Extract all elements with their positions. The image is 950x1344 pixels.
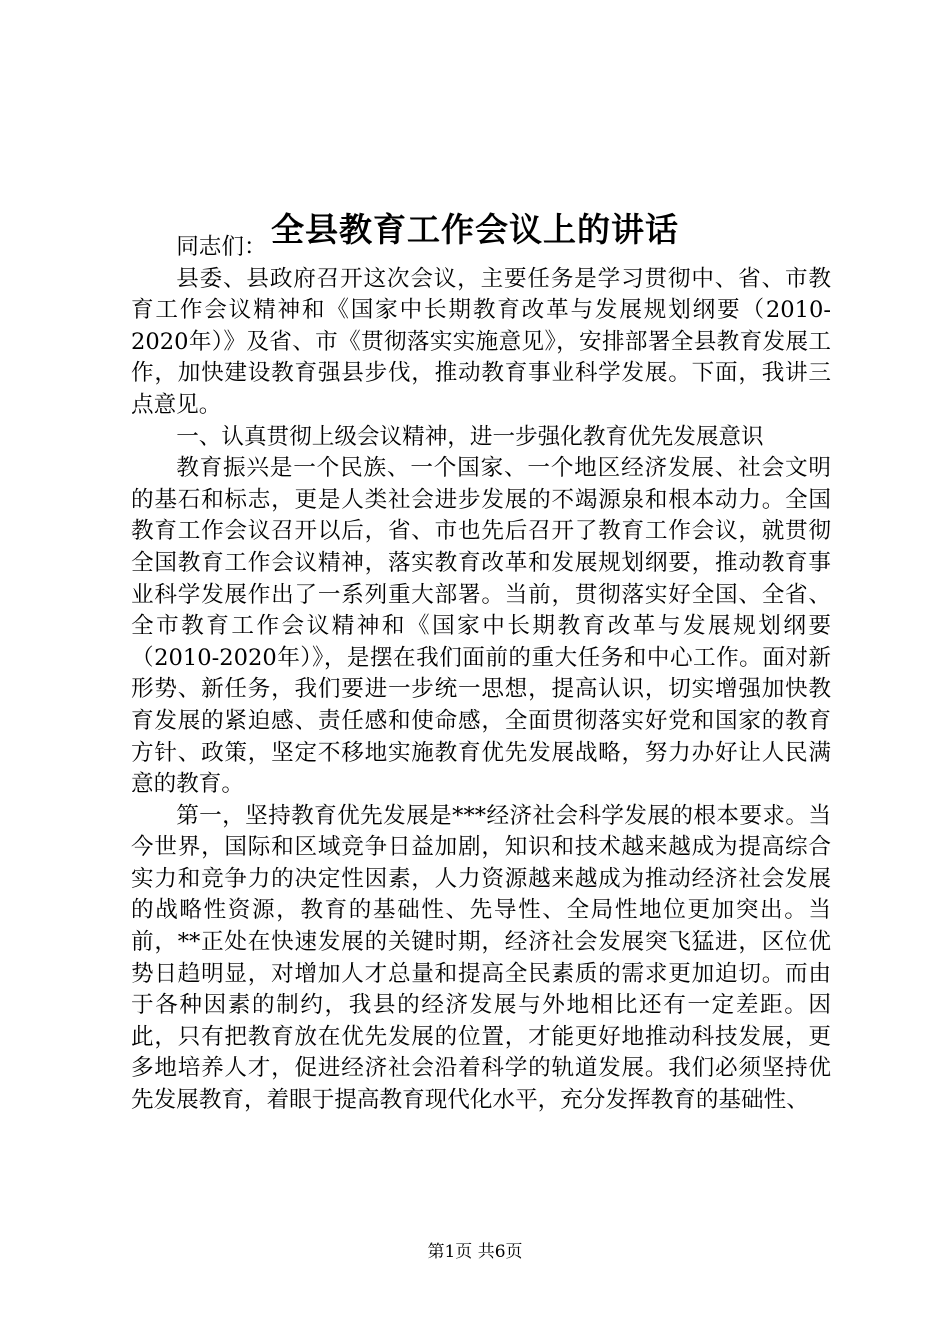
salutation: 同志们： [176,234,267,260]
paragraph-first-point: 第一，坚持教育优先发展是***经济社会科学发展的根本要求。当今世界，国际和区域竞争日益加剧，知识和技术越来越成为提高综合实力和竞争力的决定性因素，人力资源越来越成为推动经济社会发展的战略性资源，教育的基础性、先导性、全局性地位更加突出。当前，**正处在快速发展的关键时期，经济社会发展突飞猛进，区位优势日趋明显，对增加人才总量和提高全民素质的需求更加迫切。而由于各种因素的制约，我县的经济发展与外地相比还有一定差距。因此，只有把教育放在优先发展的位置，才能更好地推动科技发展，更多地培养人才，促进经济社会沿着科学的轨道发展。我们必须坚持优先发展教育，着眼于提高教育现代化水平，充分发挥教育的基础性、 [131,802,831,1114]
paragraph-intro: 县委、县政府召开这次会议，主要任务是学习贯彻中、省、市教育工作会议精神和《国家中长期教育改革与发展规划纲要（2010-2020年）》及省、市《贯彻落实实施意见》，安排部署全县教育发展工作，加快建设教育强县步伐，推动教育事业科学发展。下面，我讲三点意见。 [131,265,831,418]
document-body [131,232,831,1117]
section-heading-1: 一、认真贯彻上级会议精神，进一步强化教育优先发展意识 [176,423,764,450]
page-footer: 第1页 共6页 [427,1242,523,1262]
document-title: 全县教育工作会议上的讲话 [271,210,679,250]
paragraph-education-revival: 教育振兴是一个民族、一个国家、一个地区经济发展、社会文明的基石和标志，更是人类社会进步发展的不竭源泉和根本动力。全国教育工作会议召开以后，省、市也先后召开了教育工作会议，就贯彻全国教育工作会议精神，落实教育改革和发展规划纲要，推动教育事业科学发展作出了一系列重大部署。当前，贯彻落实好全国、全省、全市教育工作会议精神和《国家中长期教育改革与发展规划纲要（2010-2020年）》，是摆在我们面前的重大任务和中心工作。面对新形势、新任务，我们要进一步统一思想，提高认识，切实增强加快教育发展的紧迫感、责任感和使命感，全面贯彻落实好党和国家的教育方针、政策，坚定不移地实施教育优先发展战略，努力办好让人民满意的教育。 [131,455,831,798]
